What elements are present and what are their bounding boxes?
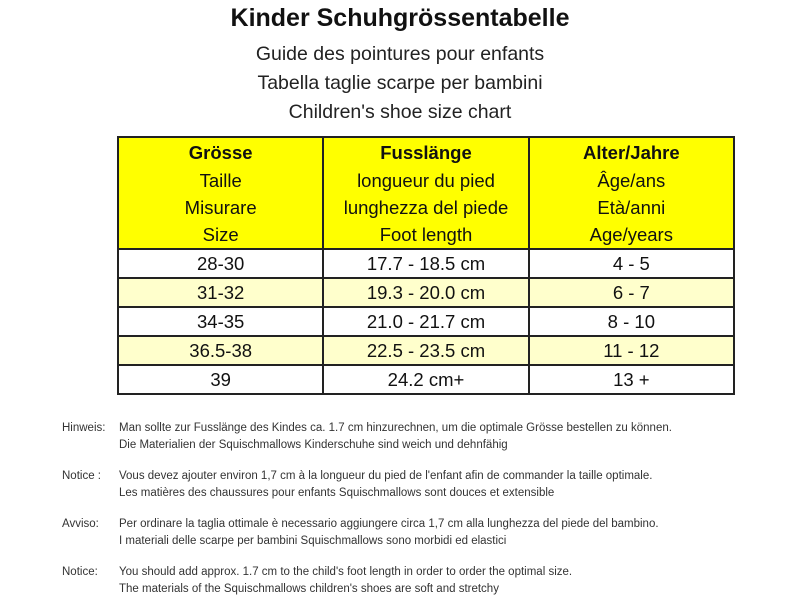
size-cell: 34-35	[118, 307, 323, 336]
table-row	[118, 249, 734, 278]
header-cell: Taille	[118, 167, 323, 194]
page-title: Kinder Schuhgrössentabelle	[230, 4, 570, 32]
age-cell: 11 - 12	[529, 336, 734, 365]
note-label: Notice :	[62, 470, 101, 482]
note-english	[62, 564, 762, 598]
foot-length-cell: 19.3 - 20.0 cm	[323, 278, 528, 307]
header-row-french	[118, 167, 734, 194]
note-line: I materiali delle scarpe per bambini Squischmallows sono morbidi ed elastici	[119, 535, 507, 547]
foot-length-cell: 17.7 - 18.5 cm	[323, 249, 528, 278]
table-row	[118, 365, 734, 394]
note-line: Die Materialien der Squischmallows Kinderschuhe sind weich und dehnfähig	[119, 439, 508, 451]
note-line: You should add approx. 1.7 cm to the child's foot length in order to order the optimal size.	[119, 566, 573, 578]
note-label: Hinweis:	[62, 422, 106, 434]
header-cell: Age/years	[529, 221, 734, 249]
note-line: The materials of the Squischmallows children's shoes are soft and stretchy	[119, 583, 499, 595]
age-cell: 8 - 10	[529, 307, 734, 336]
size-chart-table	[117, 136, 735, 395]
header-row-italian	[118, 194, 734, 221]
table-row	[118, 278, 734, 307]
header-cell: Grösse	[118, 137, 323, 167]
size-cell: 36.5-38	[118, 336, 323, 365]
header-cell: Âge/ans	[529, 167, 734, 194]
table-row	[118, 307, 734, 336]
size-cell: 31-32	[118, 278, 323, 307]
header-row-english	[118, 221, 734, 249]
foot-length-cell: 21.0 - 21.7 cm	[323, 307, 528, 336]
age-cell: 13 +	[529, 365, 734, 394]
size-cell: 28-30	[118, 249, 323, 278]
header-cell: lunghezza del piede	[323, 194, 528, 221]
table-row	[118, 336, 734, 365]
header-cell: Misurare	[118, 194, 323, 221]
subtitle-english: Children's shoe size chart	[288, 101, 512, 123]
note-german	[62, 420, 762, 454]
foot-length-cell: 22.5 - 23.5 cm	[323, 336, 528, 365]
header-cell: Fusslänge	[323, 137, 528, 167]
header-cell: longueur du pied	[323, 167, 528, 194]
foot-length-cell: 24.2 cm+	[323, 365, 528, 394]
note-line: Vous devez ajouter environ 1,7 cm à la longueur du pied de l'enfant afin de commander la taille optimale.	[119, 470, 653, 482]
note-french	[62, 468, 762, 502]
header-cell: Foot length	[323, 221, 528, 249]
size-cell: 39	[118, 365, 323, 394]
note-label: Avviso:	[62, 518, 99, 530]
header-row-german	[118, 137, 734, 167]
header-cell: Alter/Jahre	[529, 137, 734, 167]
note-line: Les matières des chaussures pour enfants Squischmallows sont douces et extensible	[119, 487, 555, 499]
note-line: Per ordinare la taglia ottimale è necessario aggiungere circa 1,7 cm alla lunghezza del piede del bambino.	[119, 518, 659, 530]
note-label: Notice:	[62, 566, 98, 578]
header-cell: Età/anni	[529, 194, 734, 221]
age-cell: 4 - 5	[529, 249, 734, 278]
note-italian	[62, 516, 762, 550]
note-line: Man sollte zur Fusslänge des Kindes ca. 1.7 cm hinzurechnen, um die optimale Grösse bestellen zu können.	[119, 422, 672, 434]
subtitle-french: Guide des pointures pour enfants	[255, 43, 545, 65]
header-cell: Size	[118, 221, 323, 249]
age-cell: 6 - 7	[529, 278, 734, 307]
notes-section	[62, 420, 762, 612]
subtitle-italian: Tabella taglie scarpe per bambini	[257, 72, 543, 94]
